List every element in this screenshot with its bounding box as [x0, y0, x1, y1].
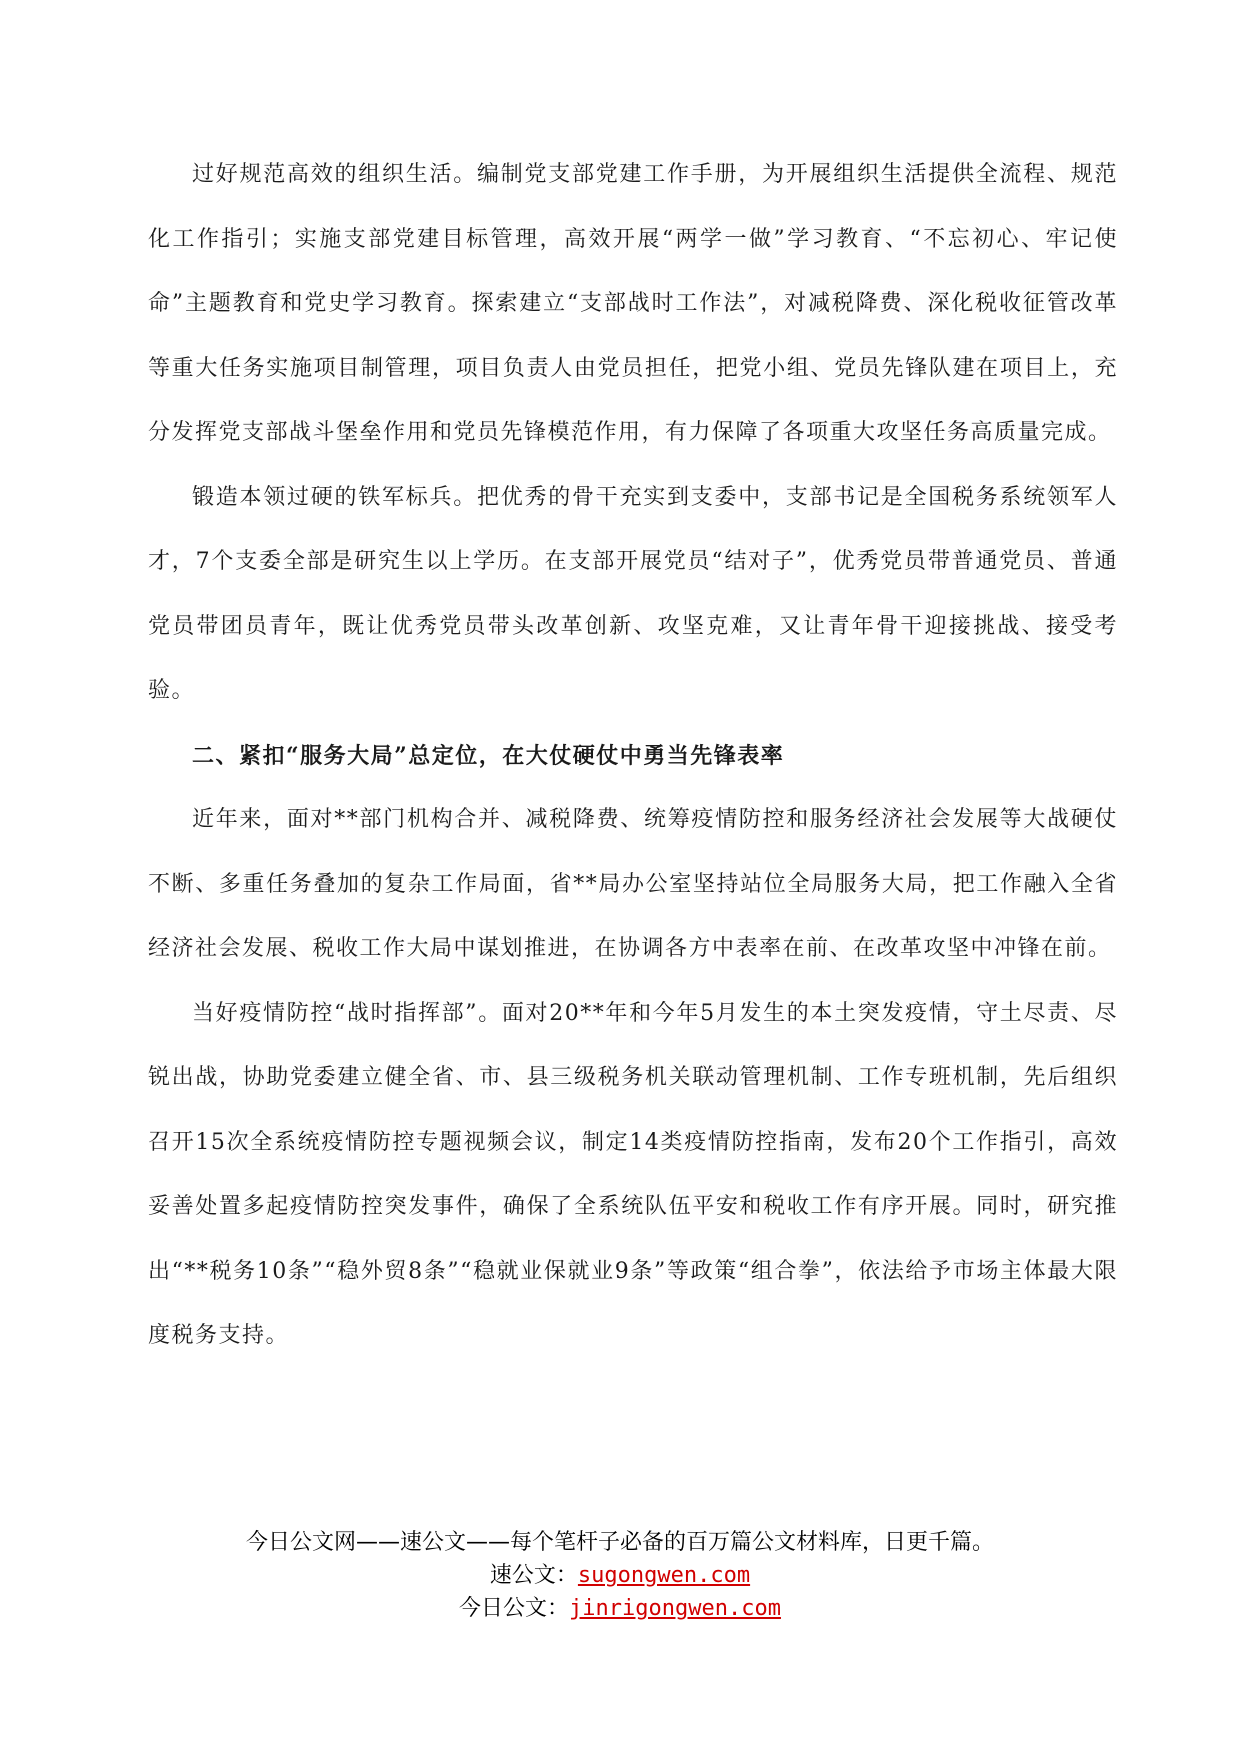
paragraph-elite-soldiers: 锻造本领过硬的铁军标兵。把优秀的骨干充实到支委中，支部书记是全国税务系统领军人才，7个支委全部是研究生以上学历。在支部开展党员“结对子”，优秀党员带普通党员、普通党员带团员青年，既让优秀党员带头改革创新、攻坚克难，又让青年骨干迎接挑战、接受考验。 [148, 484, 1118, 703]
footer-sugongwen-label: 速公文： [489, 1563, 578, 1588]
jinrigongwen-link[interactable]: jinrigongwen.com [569, 1596, 781, 1621]
paragraph-organization-life: 过好规范高效的组织生活。编制党支部党建工作手册，为开展组织生活提供全流程、规范化工作指引；实施支部党建目标管理，高效开展“两学一做”学习教育、“不忘初心、牢记使命”主题教育和党史学习教育。探索建立“支部战时工作法”，对减税降费、深化税收征管改革等重大任务实施项目制管理，项目负责人由党员担任，把党小组、党员先锋队建在项目上，充分发挥党支部战斗堡垒作用和党员先锋模范作用，有力保障了各项重大攻坚任务高质量完成。 [148, 162, 1118, 445]
footer-jinrigongwen-label: 今日公文： [459, 1596, 570, 1621]
sugongwen-link[interactable]: sugongwen.com [577, 1563, 751, 1588]
footer-banner [0, 1526, 1240, 1625]
footer-jinrigongwen-line [0, 1592, 1240, 1625]
paragraph-recent-years: 近年来，面对**部门机构合并、减税降费、统筹疫情防控和服务经济社会发展等大战硬仗不断、多重任务叠加的复杂工作局面，省**局办公室坚持站位全局服务大局，把工作融入全省经济社会发展、税收工作大局中谋划推进，在协调各方中表率在前、在改革攻坚中冲锋在前。 [148, 807, 1118, 961]
section-heading: 二、紧扣“服务大局”总定位，在大仗硬仗中勇当先锋表率 [192, 742, 785, 769]
footer-sugongwen-line [0, 1559, 1240, 1592]
footer-slogan: 今日公文网——速公文——每个笔杆子必备的百万篇公文材料库，日更千篇。 [245, 1530, 994, 1555]
document-body [148, 143, 1118, 1369]
paragraph-epidemic-command: 当好疫情防控“战时指挥部”。面对20**年和今年5月发生的本土突发疫情，守土尽责、尽锐出战，协助党委建立健全省、市、县三级税务机关联动管理机制、工作专班机制，先后组织召开15次全系统疫情防控专题视频会议，制定14类疫情防控指南，发布20个工作指引，高效妥善处置多起疫情防控突发事件，确保了全系统队伍平安和税收工作有序开展。同时，研究推出“**税务10条”“稳外贸8条”“稳就业保就业9条”等政策“组合拳”，依法给予市场主体最大限度税务支持。 [148, 1000, 1118, 1348]
